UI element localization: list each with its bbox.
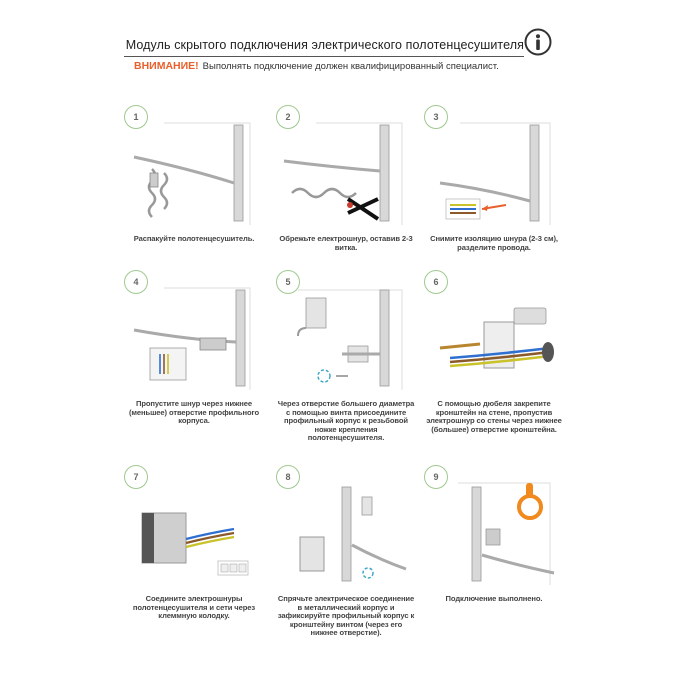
step-number: 6 [424, 270, 448, 294]
info-icon [524, 28, 552, 56]
step-number: 8 [276, 465, 300, 489]
step-illustration [430, 113, 558, 225]
step-number: 5 [276, 270, 300, 294]
step-number: 2 [276, 105, 300, 129]
step-illustration [130, 473, 258, 585]
step-caption: Через отверстие большего диаметра с помощью винта присоедините профильный корпус к резьбовой ножке крепления полотенцесушителя. [277, 399, 415, 443]
step-7 [124, 465, 274, 625]
step-number: 4 [124, 270, 148, 294]
step-caption: Соедините электрошнуры полотенцесушителя и сети через клеммную колодку. [132, 594, 256, 621]
step-8 [276, 465, 426, 638]
step-illustration [430, 473, 558, 585]
step-5 [276, 270, 426, 443]
step-number: 1 [124, 105, 148, 129]
warning-line [134, 59, 554, 73]
step-caption: Распакуйте полотенцесушитель. [133, 234, 255, 243]
step-caption: Подключение выполнено. [445, 594, 543, 603]
step-caption: Обрежьте електрошнур, оставив 2-3 витка. [279, 234, 413, 252]
step-illustration [130, 113, 258, 225]
step-2 [276, 105, 426, 265]
hand-ok-icon [519, 483, 541, 518]
step-number: 9 [424, 465, 448, 489]
warning-text: Выполнять подключение должен квалифицированный специалист. [202, 61, 499, 72]
step-9 [424, 465, 574, 625]
step-caption: Пропустите шнур через нижнее (меньшее) отверстие профильного корпуса. [128, 399, 260, 426]
step-number: 7 [124, 465, 148, 489]
wire-cutter-icon [347, 199, 378, 219]
step-illustration [282, 113, 410, 225]
step-caption: Снимите изоляцию шнура (2-3 см), разделите провода. [430, 234, 558, 252]
warning-label: ВНИМАНИЕ! [134, 60, 199, 72]
step-illustration [282, 278, 410, 390]
step-1 [124, 105, 274, 265]
step-illustration [282, 473, 410, 585]
step-caption: С помощью дюбеля закрепите кронштейн на стене, пропустив электрошнур со стены через нижнее (большее) отверстие кронштейна. [426, 399, 562, 434]
step-illustration [430, 278, 558, 390]
step-6 [424, 270, 574, 434]
step-3 [424, 105, 574, 265]
step-illustration [130, 278, 258, 390]
step-4 [124, 270, 274, 430]
step-number: 3 [424, 105, 448, 129]
step-caption: Спрячьте электрическое соединение в металлический корпус и зафиксируйте профильный корпус к кронштейну винтом (через его нижнее отверстие). [277, 594, 415, 638]
page-title: Модуль скрытого подключения электрического полотенцесушителя [124, 36, 524, 57]
